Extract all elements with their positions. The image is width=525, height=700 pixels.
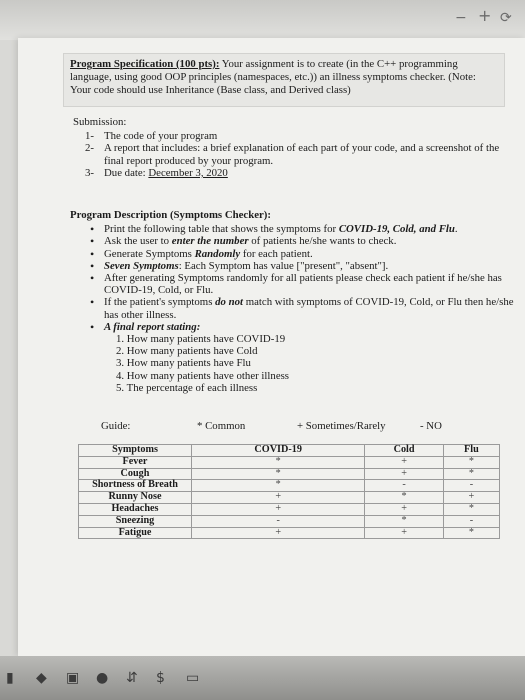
description-bullet [90,223,525,235]
bullet-icon: • [90,319,95,334]
table-header-cell: Cold [365,445,443,457]
submission-item [85,130,518,143]
item-number: 1- [85,129,94,142]
table-row [79,468,500,480]
bullet-icon: • [90,222,95,237]
bullet-fragment: : Each Symptom has value ["present", "absent"]. [178,259,389,272]
table-header-cell: Flu [443,445,499,457]
app-icon-2[interactable]: ◆ [36,670,47,686]
item-text: The code of your program [104,129,218,142]
minimize-icon[interactable]: − [455,10,467,26]
bullet-fragment: Generate Symptoms [104,247,195,260]
table-row [79,492,500,504]
bullet-text [104,248,525,260]
table-row [79,456,500,468]
symbol-guide [101,420,521,434]
table-row [79,515,500,527]
symptom-value: * [192,468,365,480]
bullet-icon: • [90,258,95,273]
app-icon-5[interactable]: ⇵ [126,670,138,686]
symptom-name: Cough [79,468,192,480]
program-description-section [70,209,525,394]
bullet-icon: • [90,295,95,310]
table-row [79,527,500,539]
symptom-value: * [365,515,443,527]
symptom-value: * [443,527,499,539]
bullet-fragment: of patients he/she wants to check. [248,235,397,248]
symptom-value: + [365,503,443,515]
taskbar [0,656,525,700]
refresh-icon[interactable]: ⟳ [500,10,512,26]
item-text: A report that includes: a brief explanation of each part of your code, and a screenshot of the final report produced by your program. [104,142,500,167]
symptom-value: + [192,527,365,539]
submission-section [73,116,518,180]
bullet-icon: • [90,246,95,261]
guide-sometimes: + Sometimes/Rarely [297,420,386,432]
symptom-value: * [443,456,499,468]
symptom-name: Fatigue [79,527,192,539]
app-icon-7[interactable]: ▭ [186,670,200,686]
spec-body: Your assignment is to create (in the C++ programming language, using good OOP principles (namespaces, etc.)) an illness symptoms checker. (Note: Your code should use Inheritance (Base class, and Derived class) [70,58,476,96]
symptom-value: + [443,492,499,504]
symptom-value: * [192,480,365,492]
table-row [79,480,500,492]
symptom-name: Shortness of Breath [79,480,192,492]
guide-label: Guide: [101,420,131,432]
symptom-value: + [192,503,365,515]
guide-no: - NO [420,420,442,432]
bullet-fragment: Seven Symptoms [104,259,179,272]
symptom-value: - [365,480,443,492]
browser-toolbar [0,0,525,40]
submission-item [85,142,518,167]
report-item: 1. How many patients have COVID-19 [116,333,286,346]
add-icon[interactable]: + [478,6,492,25]
report-list [116,333,525,394]
symptom-name: Runny Nose [79,492,192,504]
symptom-name: Sneezing [79,515,192,527]
item-number: 3- [85,167,94,179]
app-icon-3[interactable]: ▣ [66,670,80,686]
bullet-fragment: . [454,223,458,236]
table-header-row [79,445,500,457]
description-bullet [90,235,525,247]
symptoms-table-wrapper [78,444,500,539]
item-text: Due date: [104,167,149,179]
bullet-text [104,260,525,272]
spec-paragraph [64,54,504,101]
guide-common: * Common [197,420,246,432]
bullet-text [104,321,525,333]
bullet-fragment: enter the number [171,235,249,248]
due-date: December 3, 2020 [148,167,228,179]
symptom-name: Fever [79,456,192,468]
symptom-value: * [443,503,499,515]
bullet-fragment: for each patient. [240,247,313,260]
symptom-value: + [365,468,443,480]
bullet-fragment: do not [215,296,244,309]
symptom-name: Headaches [79,503,192,515]
symptom-value: - [192,515,365,527]
bullet-fragment: A final report stating: [104,320,201,333]
description-bullet [90,321,525,333]
symptom-value: - [443,515,499,527]
table-row [79,503,500,515]
bullet-fragment: match with symptoms of COVID-19, Cold, or Flu then he/she has other illness. [104,296,514,321]
symptom-value: * [365,492,443,504]
bullet-text [104,296,525,320]
bullet-icon: • [90,271,95,286]
bullet-fragment: Print the following table that shows the symptoms for [104,223,339,236]
app-icon-6[interactable]: $ [156,670,165,686]
bullet-text [104,272,525,296]
description-bullet [90,296,525,320]
report-item: 4. How many patients have other illness [116,369,290,382]
symptom-value: * [443,468,499,480]
submission-heading: Submission: [73,116,127,128]
description-title: Program Description (Symptoms Checker): [70,209,272,221]
symptom-value: + [192,492,365,504]
symptom-value: + [365,527,443,539]
bullet-icon: • [90,234,95,249]
report-item: 5. The percentage of each illness [116,381,258,394]
app-icon-4[interactable]: ● [96,670,109,686]
bullet-text [104,235,525,247]
description-bullet [90,248,525,260]
bullet-text [104,223,525,235]
program-specification-box [63,53,505,107]
bullet-fragment: Randomly [194,247,241,260]
bullet-fragment: After generating Symptoms randomly for all patients please check each patient if he/she has COVID-19, Cold, or Flu. [104,272,502,297]
symptom-value: * [192,456,365,468]
app-icon-1[interactable]: ▮ [6,670,14,686]
symptoms-table [78,444,500,539]
document-page [18,38,525,656]
bullet-fragment: COVID-19, Cold, and Flu [338,223,455,236]
submission-item [85,167,518,180]
symptom-value: + [365,456,443,468]
description-bullet [90,272,525,296]
spec-title: Program Specification (100 pts): [70,58,220,70]
description-bullet [90,260,525,272]
bullet-fragment: Ask the user to [104,235,172,248]
bullet-fragment: If the patient's symptoms [104,296,216,309]
report-item: 2. How many patients have Cold [116,345,258,358]
table-header-cell: COVID-19 [192,445,365,457]
table-header-cell: Symptoms [79,445,192,457]
report-item: 3. How many patients have Flu [116,357,251,370]
item-number: 2- [85,142,94,154]
symptom-value: - [443,480,499,492]
